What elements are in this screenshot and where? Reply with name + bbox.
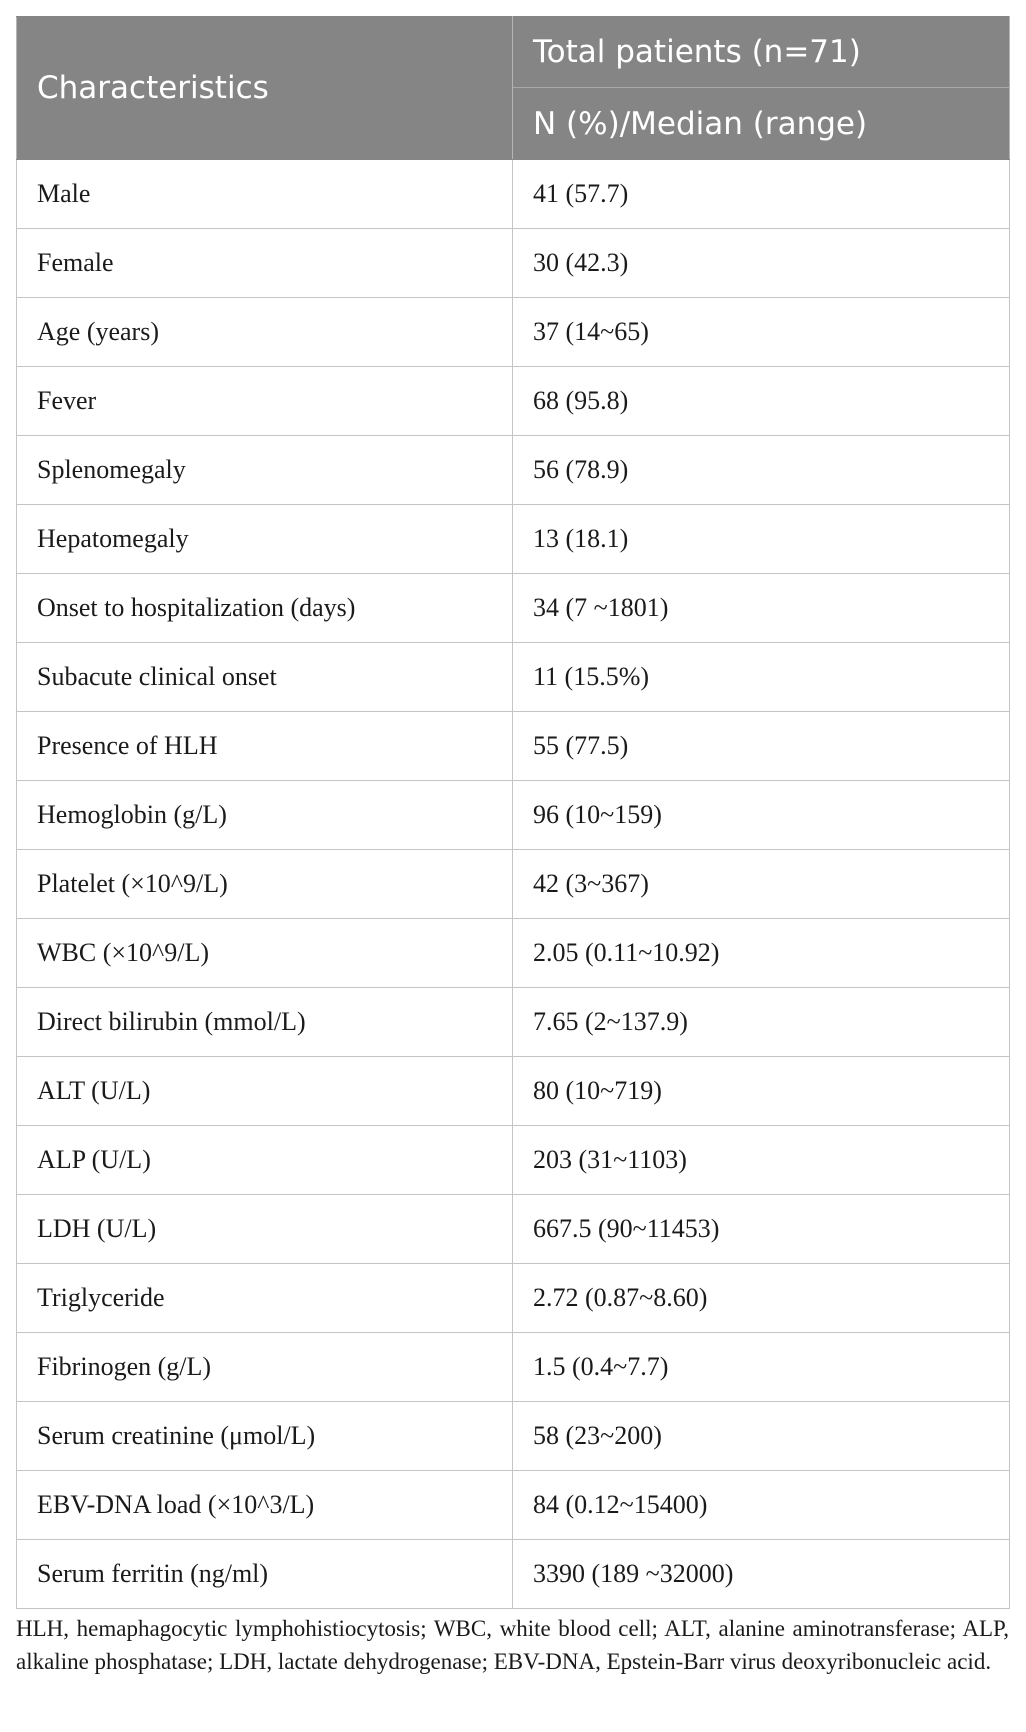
row-value: 34 (7 ~1801) xyxy=(513,574,1010,643)
row-label: Subacute clinical onset xyxy=(17,643,513,712)
row-value: 13 (18.1) xyxy=(513,505,1010,574)
row-value: 3390 (189 ~32000) xyxy=(513,1540,1010,1609)
table-header xyxy=(17,17,1010,160)
row-label: EBV-DNA load (×10^3/L) xyxy=(17,1471,513,1540)
table-row xyxy=(17,919,1010,988)
row-label: Female xyxy=(17,229,513,298)
row-value: 2.05 (0.11~10.92) xyxy=(513,919,1010,988)
row-label: Male xyxy=(17,160,513,229)
row-label: Serum creatinine (μmol/L) xyxy=(17,1402,513,1471)
row-label: Platelet (×10^9/L) xyxy=(17,850,513,919)
table-row xyxy=(17,988,1010,1057)
row-value: 203 (31~1103) xyxy=(513,1126,1010,1195)
row-label: Age (years) xyxy=(17,298,513,367)
table-row xyxy=(17,1402,1010,1471)
header-row-1 xyxy=(17,17,1010,88)
row-value: 58 (23~200) xyxy=(513,1402,1010,1471)
table-row xyxy=(17,1471,1010,1540)
row-value: 56 (78.9) xyxy=(513,436,1010,505)
table-row xyxy=(17,712,1010,781)
row-label: Triglyceride xyxy=(17,1264,513,1333)
row-value: 42 (3~367) xyxy=(513,850,1010,919)
table-row xyxy=(17,229,1010,298)
row-value: 11 (15.5%) xyxy=(513,643,1010,712)
row-value: 7.65 (2~137.9) xyxy=(513,988,1010,1057)
header-characteristics: Characteristics xyxy=(17,17,513,160)
table-row xyxy=(17,643,1010,712)
table-row xyxy=(17,574,1010,643)
row-value: 80 (10~719) xyxy=(513,1057,1010,1126)
row-label: Onset to hospitalization (days) xyxy=(17,574,513,643)
table-row xyxy=(17,781,1010,850)
characteristics-table xyxy=(16,16,1010,1609)
row-label: Hemoglobin (g/L) xyxy=(17,781,513,850)
table-row xyxy=(17,436,1010,505)
row-value: 30 (42.3) xyxy=(513,229,1010,298)
table-row xyxy=(17,1057,1010,1126)
table-row xyxy=(17,1540,1010,1609)
table-row xyxy=(17,1333,1010,1402)
row-value: 96 (10~159) xyxy=(513,781,1010,850)
row-label: LDH (U/L) xyxy=(17,1195,513,1264)
row-value: 84 (0.12~15400) xyxy=(513,1471,1010,1540)
row-value: 41 (57.7) xyxy=(513,160,1010,229)
row-value: 37 (14~65) xyxy=(513,298,1010,367)
table-row xyxy=(17,1195,1010,1264)
row-label: Presence of HLH xyxy=(17,712,513,781)
characteristics-table-container xyxy=(16,16,1009,1609)
row-value: 1.5 (0.4~7.7) xyxy=(513,1333,1010,1402)
header-stat-type: N (%)/Median (range) xyxy=(513,88,1010,160)
table-row xyxy=(17,505,1010,574)
table-row xyxy=(17,850,1010,919)
row-label: Direct bilirubin (mmol/L) xyxy=(17,988,513,1057)
row-label: Splenomegaly xyxy=(17,436,513,505)
row-label: Fever xyxy=(17,367,513,436)
row-label: Hepatomegaly xyxy=(17,505,513,574)
row-value: 55 (77.5) xyxy=(513,712,1010,781)
row-value: 667.5 (90~11453) xyxy=(513,1195,1010,1264)
header-total-patients: Total patients (n=71) xyxy=(513,17,1010,88)
table-footnote: HLH, hemaphagocytic lymphohistiocytosis; WBC, white blood cell; ALT, alanine aminotransferase; ALP, alkaline phosphatase; LDH, lactate dehydrogenase; EBV-DNA, Epstein-Barr virus deoxyribonucleic acid. xyxy=(16,1616,1009,1674)
table-row xyxy=(17,160,1010,229)
row-label: WBC (×10^9/L) xyxy=(17,919,513,988)
row-label: ALP (U/L) xyxy=(17,1126,513,1195)
table-row xyxy=(17,298,1010,367)
table-row xyxy=(17,1126,1010,1195)
table-row xyxy=(17,367,1010,436)
row-label: Fibrinogen (g/L) xyxy=(17,1333,513,1402)
row-value: 2.72 (0.87~8.60) xyxy=(513,1264,1010,1333)
table-body xyxy=(17,160,1010,1609)
row-label: Serum ferritin (ng/ml) xyxy=(17,1540,513,1609)
row-value: 68 (95.8) xyxy=(513,367,1010,436)
table-row xyxy=(17,1264,1010,1333)
row-label: ALT (U/L) xyxy=(17,1057,513,1126)
